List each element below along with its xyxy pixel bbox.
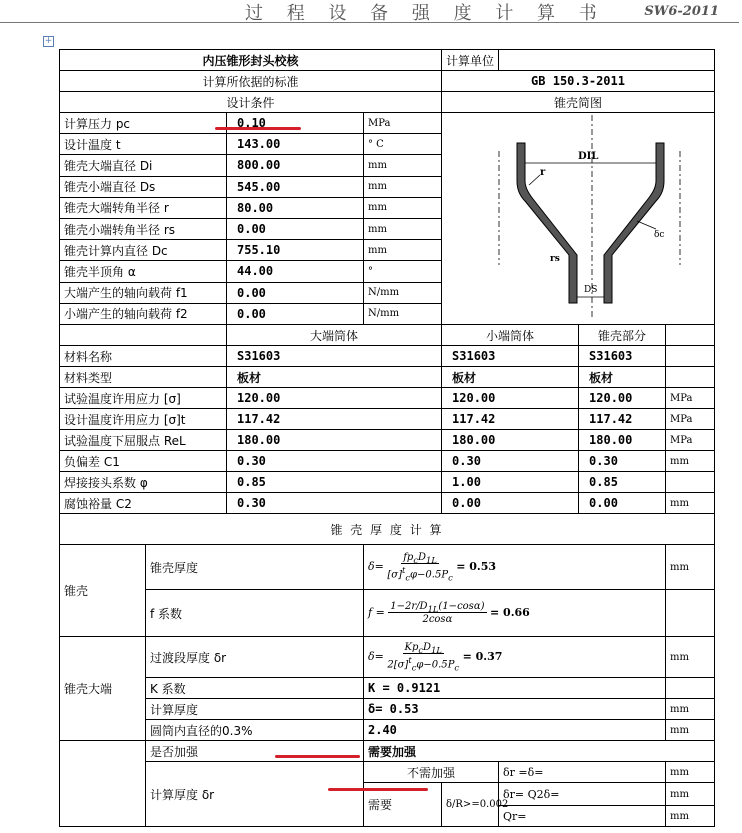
sketch-r-label: r [540,167,546,178]
condition-value: 143.00 [227,134,364,155]
condition-label: 小端产生的轴向载荷 f2 [60,303,227,324]
material-label: 试验温度下屈服点 ReL [60,430,227,451]
condition-value: 800.00 [227,155,364,176]
condition-label: 锥壳小端转角半径 rs [60,218,227,239]
material-value-3: 0.00 [579,493,666,514]
condition-unit: MPa [364,113,442,134]
material-label: 材料类型 [60,367,227,388]
material-value-2: 0.00 [442,493,579,514]
condition-unit: ° C [364,134,442,155]
material-value-1: 0.30 [227,493,442,514]
cone-thickness-result: = 0.53 [456,560,497,573]
material-value-1: 120.00 [227,388,442,409]
material-row [60,493,715,514]
sketch-delta-label: δc [654,230,665,240]
mm-unit: mm [666,762,715,783]
material-unit: MPa [666,430,715,451]
material-value-1: 0.30 [227,451,442,472]
mm-unit: mm [666,720,715,741]
material-value-3: S31603 [579,346,666,367]
condition-unit: mm [364,240,442,261]
cone-sketch [442,113,715,325]
sketch-label: 锥壳简图 [442,92,715,113]
table-move-handle-icon[interactable]: + [44,36,53,46]
material-row [60,451,715,472]
material-value-2: 120.00 [442,388,579,409]
condition-unit: ° [364,261,442,282]
condition-value: 44.00 [227,261,364,282]
sketch-dl-label: DIL [578,151,599,162]
material-value-2: 117.42 [442,409,579,430]
condition-unit: mm [364,176,442,197]
material-row [60,388,715,409]
condition-label: 设计温度 t [60,134,227,155]
condition-value: 755.10 [227,240,364,261]
big-end-label: 锥壳大端 [60,637,146,741]
calc-thickness-value: δ= 0.53 [364,699,666,720]
calc-section-title: 锥 壳 厚 度 计 算 [60,514,715,545]
sketch-rs-label: rs [550,254,560,264]
no-reinforce-formula: δr =δ= [499,762,666,783]
material-value-3: 板材 [579,367,666,388]
cone-thickness-formula: $\delta= fp_cD_{1L}$ $[\sigma]^t_c\varphi-0.5P_c = 0.53$ [364,545,666,590]
ratio-label: δ/R>=0.002 [442,783,499,827]
mm-unit: mm [666,699,715,720]
annotation-underline-no-reinforce [328,788,428,791]
material-label: 设计温度许用应力 [σ]t [60,409,227,430]
transition-thickness-result: = 0.37 [462,650,503,663]
condition-row [60,113,715,134]
material-value-1: 0.85 [227,472,442,493]
condition-label: 锥壳大端直径 Di [60,155,227,176]
condition-label: 锥壳大端转角半径 r [60,197,227,218]
material-row [60,367,715,388]
material-unit: mm [666,493,715,514]
condition-value: 545.00 [227,176,364,197]
material-value-3: 0.85 [579,472,666,493]
condition-label: 锥壳计算内直径 Dc [60,240,227,261]
material-value-2: 180.00 [442,430,579,451]
mm-unit: mm [666,783,715,806]
condition-unit: N/mm [364,282,442,303]
diameter-pct-value: 2.40 [364,720,666,741]
standard-label: 计算所依据的标准 [60,71,442,92]
k-factor-value: K = 0.9121 [364,678,666,699]
material-value-3: 0.30 [579,451,666,472]
condition-label: 锥壳小端直径 Ds [60,176,227,197]
document-title: 过 程 设 备 强 度 计 算 书 [245,3,606,24]
material-value-1: 板材 [227,367,442,388]
material-row [60,472,715,493]
need-label: 需要 [364,783,442,827]
form-title: 内压锥形封头校核 [60,50,442,71]
material-value-2: S31603 [442,346,579,367]
f-factor-formula: $f = 1-2r/D_{1L}(1-\cos\alpha)$ 2cosα = 0.66 [364,590,666,637]
material-label: 试验温度许用应力 [σ] [60,388,227,409]
material-value-1: S31603 [227,346,442,367]
calc-thickness-label: 计算厚度 [146,699,364,720]
material-value-2: 1.00 [442,472,579,493]
f-factor-label: f 系数 [146,590,364,637]
material-value-3: 117.42 [579,409,666,430]
condition-unit: N/mm [364,303,442,324]
unit-label: 计算单位 [442,50,499,71]
condition-unit: mm [364,218,442,239]
header-rule [0,22,739,23]
material-row [60,430,715,451]
annotation-underline-pressure [215,127,301,130]
condition-value: 0.00 [227,218,364,239]
cone-label: 锥壳 [60,545,146,637]
transition-thickness-formula: $\delta= Kp_cD_{1L}$ $2[\sigma]^t_c\varphi-0.5P_c = 0.37$ [364,637,666,678]
material-header-big-end: 大端筒体 [227,325,442,346]
no-reinforce-label: 不需加强 [364,762,499,783]
condition-value: 80.00 [227,197,364,218]
material-row [60,346,715,367]
transition-thickness-label: 过渡段厚度 δr [146,637,364,678]
conditions-label: 设计条件 [60,92,442,113]
material-label: 材料名称 [60,346,227,367]
sketch-ds-label: DS [584,285,598,295]
k-factor-label: K 系数 [146,678,364,699]
material-value-2: 0.30 [442,451,579,472]
material-row [60,409,715,430]
material-unit: MPa [666,409,715,430]
condition-unit: mm [364,197,442,218]
annotation-underline-reinforce [275,755,360,758]
material-unit [666,472,715,493]
material-value-3: 120.00 [579,388,666,409]
calc-thickness2-label: 计算厚度 δr [146,762,364,827]
material-unit [666,346,715,367]
cone-sketch-drawing [442,113,742,321]
condition-value: 0.00 [227,303,364,324]
cone-thickness-label: 锥壳厚度 [146,545,364,590]
material-header-small-end: 小端筒体 [442,325,579,346]
reinforce-value: 需要加强 [364,741,715,762]
standard-value: GB 150.3-2011 [442,71,715,92]
diameter-pct-label: 圆筒内直径的0.3% [146,720,364,741]
condition-label: 大端产生的轴向载荷 f1 [60,282,227,303]
software-version: SW6-2011 [644,4,719,19]
condition-label: 锥壳半顶角 α [60,261,227,282]
condition-value: 0.10 [227,113,364,134]
material-label: 腐蚀裕量 C2 [60,493,227,514]
material-value-1: 180.00 [227,430,442,451]
condition-value: 0.00 [227,282,364,303]
reinforce-label: 是否加强 [146,741,364,762]
condition-label: 计算压力 pc [60,113,227,134]
calculation-table [59,49,715,827]
material-unit: MPa [666,388,715,409]
material-unit [666,367,715,388]
material-value-1: 117.42 [227,409,442,430]
q-formula: δr= Q2δ= [499,783,666,806]
f-factor-result: = 0.66 [490,606,530,619]
material-header-cone: 锥壳部分 [579,325,666,346]
unit-value[interactable] [499,50,715,71]
material-value-2: 板材 [442,367,579,388]
condition-unit: mm [364,155,442,176]
mm-unit: mm [666,806,715,827]
page-header [0,0,739,24]
material-unit: mm [666,451,715,472]
q-label: Qr= [499,806,666,827]
material-label: 焊接接头系数 φ [60,472,227,493]
mm-unit: mm [666,545,715,590]
material-label: 负偏差 C1 [60,451,227,472]
material-value-3: 180.00 [579,430,666,451]
mm-unit: mm [666,637,715,678]
